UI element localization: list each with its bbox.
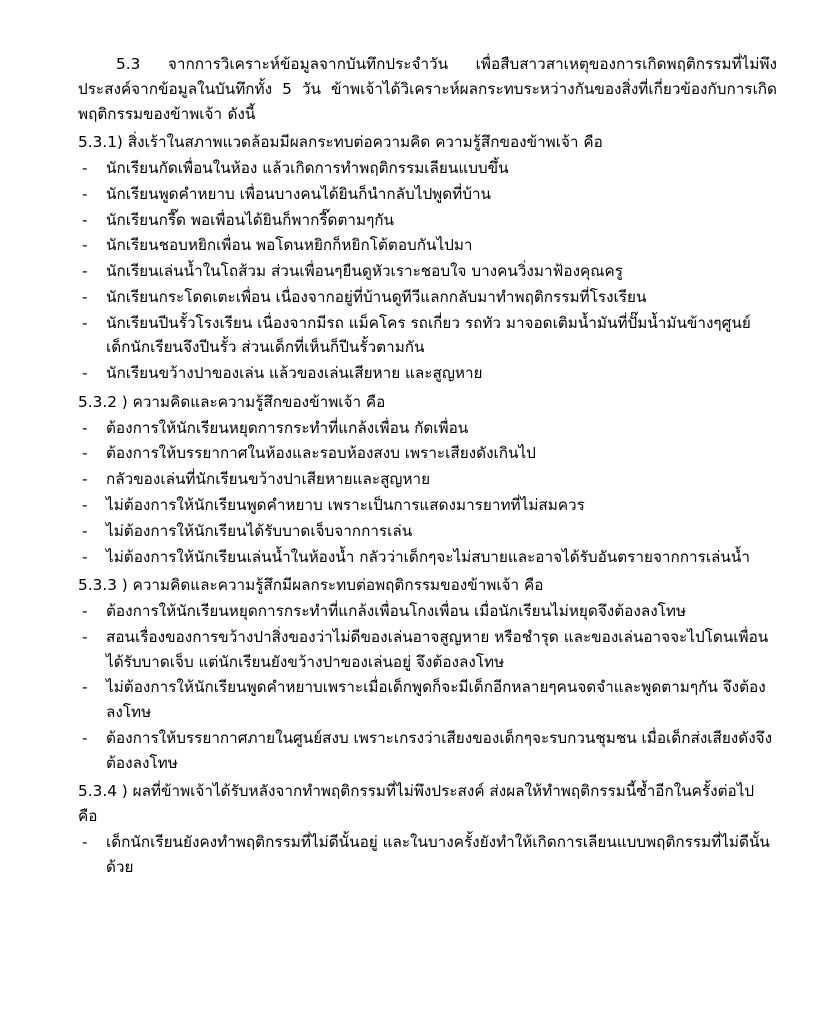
- dash-bullet-icon: -: [82, 444, 88, 463]
- list-item: [78, 285, 777, 310]
- list-item-text: นักเรียนขว้างปาของเล่น แล้วของเล่นเสียหาย และสูญหาย: [106, 364, 483, 383]
- list-item-text: นักเรียนกระโดดเตะเพื่อน เนื่องจากอยู่ที่บ้านดูทีวีแลกกลับมาทำพฤติกรรมที่โรงเรียน: [106, 287, 647, 306]
- list-item: [78, 467, 777, 492]
- list-item: [78, 182, 777, 207]
- section-5-3-2: [78, 390, 777, 569]
- list-item: [78, 625, 777, 675]
- list-item-text: ต้องการให้นักเรียนหยุดการกระทำที่แกล้งเพื่อน กัดเพื่อน: [106, 418, 469, 437]
- list-item-text: เด็กนักเรียนยังคงทำพฤติกรรมที่ไม่ดีนั้นอยู่ และในบางครั้งยังทำให้เกิดการเลียนแบบพฤติกรรมที่ไม่ดีนั้นด้วย: [106, 832, 770, 876]
- intro-paragraph: 5.3 จากการวิเคราะห์ข้อมูลจากบันทึกประจำวัน เพื่อสืบสาวสาเหตุของการเกิดพฤติกรรมที่ไม่พึงประสงค์จากข้อมูลในบันทึกทั้ง 5 วัน ข้าพเจ้าได้วิเคราะห์ผลกระทบระหว่างกันของสิ่งที่เกี่ยวข้องกับการเกิดพฤติกรรมของข้าพเจ้า ดังนี้: [78, 55, 777, 123]
- list-item-text: นักเรียนปีนรั้วโรงเรียน เนื่องจากมีรถ แม็คโคร รถเกี่ยว รถทัว มาจอดเติมน้ำมันที่ปั๊มน้ำมันข้างๆศูนย์ เด็กนักเรียนจึงปีนรั้ว ส่วนเด็กที่เห็นก็ปีนรั้วตามกัน: [106, 313, 751, 357]
- list-item-text: นักเรียนเล่นน้ำในโถส้วม ส่วนเพื่อนๆยืนดูหัวเราะชอบใจ บางคนวิ่งมาฟ้องคุณครู: [106, 262, 623, 281]
- list-item-text: ต้องการให้บรรยากาศภายในศูนย์สงบ เพราะเกรงว่าเสียงของเด็กๆจะรบกวนชุมชน เมื่อเด็กส่งเสียงดังจึงต้องลงโทษ: [106, 728, 773, 772]
- section-heading: 5.3.4 ) ผลที่ข้าพเจ้าได้รับหลังจากทำพฤติกรรมที่ไม่พึงประสงค์ ส่งผลให้ทำพฤติกรรมนี้ซ้ำอีกในครั้งต่อไป คือ: [78, 782, 755, 826]
- dash-bullet-icon: -: [82, 313, 88, 332]
- list-item: [78, 208, 777, 233]
- list-item-text: กลัวของเล่นที่นักเรียนขว้างปาเสียหายและสูญหาย: [106, 470, 431, 489]
- list-item: [78, 233, 777, 258]
- dash-bullet-icon: -: [82, 728, 88, 747]
- dash-bullet-icon: -: [82, 287, 88, 306]
- section-5-3-1: [78, 130, 777, 386]
- list-item: [78, 156, 777, 181]
- list-item: [78, 361, 777, 386]
- list-item-text: นักเรียนพูดคำหยาบ เพื่อนบางคนได้ยินก็นำกลับไปพูดที่บ้าน: [106, 184, 492, 203]
- list-item: [78, 675, 777, 725]
- list-item-text: ต้องการให้บรรยากาศในห้องและรอบห้องสงบ เพราะเสียงดังเกินไป: [106, 444, 536, 463]
- dash-bullet-icon: -: [82, 496, 88, 515]
- dash-bullet-icon: -: [82, 262, 88, 281]
- dash-bullet-icon: -: [82, 627, 88, 646]
- dash-bullet-icon: -: [82, 159, 88, 178]
- list-item: [78, 545, 777, 570]
- dash-bullet-icon: -: [82, 602, 88, 621]
- list-item-text: นักเรียนกัดเพื่อนในห้อง แล้วเกิดการทำพฤติกรรมเลียนแบบขึ้น: [106, 159, 509, 178]
- list-item-text: นักเรียนชอบหยิกเพื่อน พอโดนหยิกก็หยิกโต้ตอบกันไปมา: [106, 236, 473, 255]
- list-item: [78, 416, 777, 441]
- dash-bullet-icon: -: [82, 547, 88, 566]
- list-item-text: ต้องการให้นักเรียนหยุดการกระทำที่แกล้งเพื่อนโกงเพื่อน เมื่อนักเรียนไม่หยุดจึงต้องลงโทษ: [106, 602, 687, 621]
- dash-bullet-icon: -: [82, 364, 88, 383]
- dash-bullet-icon: -: [82, 832, 88, 851]
- list-item: [78, 493, 777, 518]
- dash-bullet-icon: -: [82, 418, 88, 437]
- dash-bullet-icon: -: [82, 210, 88, 229]
- dash-bullet-icon: -: [82, 184, 88, 203]
- list-item-text: ไม่ต้องการให้นักเรียนเล่นน้ำในห้องน้ำ กลัวว่าเด็กๆจะไม่สบายและอาจได้รับอันตรายจากการเล่นน้ำ: [106, 547, 750, 566]
- list-item-text: ไม่ต้องการให้นักเรียนพูดคำหยาบ เพราะเป็นการแสดงมารยาทที่ไม่สมควร: [106, 496, 585, 515]
- dash-bullet-icon: -: [82, 236, 88, 255]
- section-heading: 5.3.1) สิ่งเร้าในสภาพแวดล้อมมีผลกระทบต่อความคิด ความรู้สึกของข้าพเจ้า คือ: [78, 133, 603, 152]
- list-item-text: ไม่ต้องการให้นักเรียนพูดคำหยาบเพราะเมื่อเด็กพูดก็จะมีเด็กอีกหลายๆคนจดจำและพูดตามๆกัน จึงต้องลงโทษ: [106, 678, 766, 722]
- bullet-list: [78, 156, 777, 386]
- bullet-list: [78, 599, 777, 775]
- section-heading: 5.3.3 ) ความคิดและความรู้สึกมีผลกระทบต่อพฤติกรรมของข้าพเจ้า คือ: [78, 576, 544, 595]
- list-item: [78, 830, 777, 880]
- bullet-list: [78, 830, 777, 880]
- list-item-text: ไม่ต้องการให้นักเรียนได้รับบาดเจ็บจากการเล่น: [106, 521, 413, 540]
- list-item: [78, 441, 777, 466]
- dash-bullet-icon: -: [82, 521, 88, 540]
- section-5-3-4: [78, 779, 777, 879]
- list-item-text: สอนเรื่องของการขว้างปาสิ่งของว่าไม่ดีของเล่นอาจสูญหาย หรือชำรุด และของเล่นอาจจะไปโดนเพื่อนได้รับบาดเจ็บ แต่นักเรียนยังขว้างปาของเล่นอยู่ จึงต้องลงโทษ: [106, 627, 769, 671]
- list-item: [78, 259, 777, 284]
- list-item: [78, 726, 777, 776]
- section-5-3-3: [78, 573, 777, 775]
- dash-bullet-icon: -: [82, 678, 88, 697]
- list-item: [78, 311, 777, 361]
- bullet-list: [78, 416, 777, 570]
- section-heading: 5.3.2 ) ความคิดและความรู้สึกของข้าพเจ้า คือ: [78, 392, 386, 411]
- list-item-text: นักเรียนกรี๊ด พอเพื่อนได้ยินก็พากรี๊ดตามๆกัน: [106, 210, 395, 229]
- list-item: [78, 599, 777, 624]
- dash-bullet-icon: -: [82, 470, 88, 489]
- list-item: [78, 519, 777, 544]
